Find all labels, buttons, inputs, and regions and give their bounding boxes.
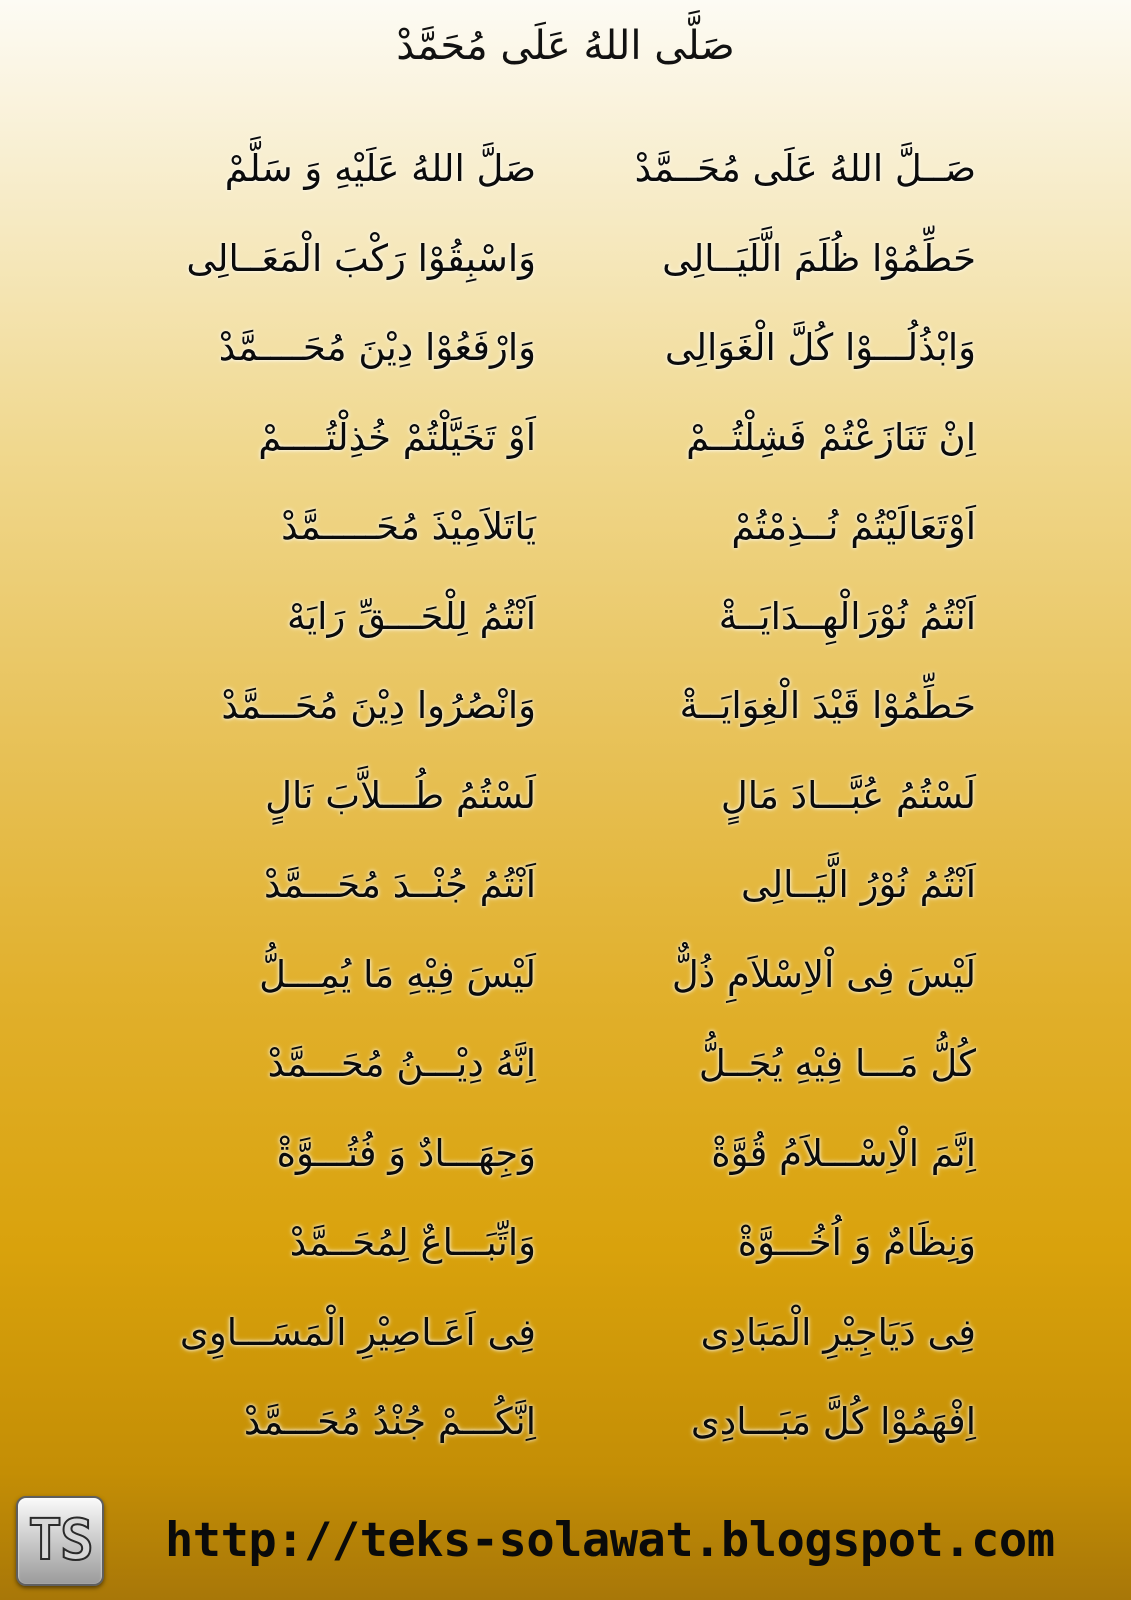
verse-row bbox=[0, 124, 1131, 214]
verse-second-half: وَاسْبِقُوْا رَكْبَ الْمَعَــالِى bbox=[186, 236, 536, 280]
verse-second-half: وَاتِّبَـــاعٌ لِمُحَــمَّدْ bbox=[289, 1221, 536, 1264]
verse-row bbox=[0, 1198, 1131, 1288]
verse-second-half: صَلَّ اللهُ عَلَيْهِ وَ سَلَّمْ bbox=[224, 147, 536, 190]
verse-first-half: لَسْتُمُ عُبَّـــادَ مَالٍ bbox=[720, 773, 976, 817]
verse-first-half: اِنْ تَنَازَعْتُمْ فَشِلْتُــمْ bbox=[686, 415, 976, 459]
verse-first-half: اَوْتَعَالَيْتُمْ نُــذِمْتُمْ bbox=[731, 505, 976, 548]
verse-first-half: صَــلَّ اللهُ عَلَى مُحَــمَّدْ bbox=[634, 147, 976, 190]
ts-logo-icon bbox=[16, 1496, 104, 1586]
verse-row bbox=[0, 303, 1131, 393]
verse-row bbox=[0, 393, 1131, 483]
page-title: صَلَّى اللهُ عَلَى مُحَمَّدْ bbox=[396, 23, 735, 69]
verse-list bbox=[0, 124, 1131, 1467]
verse-second-half: اِنَّهُ دِيْـــنُ مُحَـــمَّدْ bbox=[267, 1042, 536, 1085]
verse-first-half: لَيْسَ فِى اْلاِسْلاَمِ ذُلٌّ bbox=[671, 952, 976, 996]
verse-first-half: وَابْذُلُـــوْا كُلَّ الْغَوَالِى bbox=[664, 326, 976, 369]
verse-second-half: اِنَّكُـــمْ جُنْدُ مُحَـــمَّدْ bbox=[243, 1400, 536, 1443]
verse-second-half: وَارْفَعُوْا دِيْنَ مُحَــــمَّدْ bbox=[218, 326, 536, 369]
verse-second-half: فِى اَعَـاصِيْرِ الْمَسَـــاوِى bbox=[179, 1310, 536, 1354]
verse-second-half: اَنْتُمُ لِلْحَـــقِّ رَايَهْ bbox=[287, 594, 536, 638]
verse-first-half: حَطِّمُوْا قَيْدَ الْغِوَايَــةْ bbox=[679, 684, 976, 727]
verse-second-half: اَنْتُمُ جُنْــدَ مُحَـــمَّدْ bbox=[263, 863, 536, 906]
verse-first-half: فِى دَيَاجِيْرِ الْمَبَادِى bbox=[700, 1310, 976, 1354]
verse-row bbox=[0, 661, 1131, 751]
verse-first-half: اَنْتُمُ نُوْرَالْهِــدَايَــةْ bbox=[718, 594, 976, 638]
verse-row bbox=[0, 751, 1131, 841]
verse-row bbox=[0, 1109, 1131, 1199]
logo-text: TS bbox=[28, 1508, 92, 1573]
footer bbox=[0, 1496, 1131, 1600]
verse-first-half: كُلُّ مَـــا فِيْهِ يُجَــلُّ bbox=[698, 1042, 976, 1085]
verse-first-half: حَطِّمُوْا ظُلَمَ الَّلَيَــالِى bbox=[662, 236, 976, 280]
verse-first-half: وَنِظَامٌ وَ اُخُـــوَّةْ bbox=[737, 1221, 976, 1264]
verse-second-half: لَيْسَ فِيْهِ مَا يُمِـــلُّ bbox=[259, 952, 536, 996]
verse-second-half: وَانْصُرُوا دِيْنَ مُحَـــمَّدْ bbox=[221, 684, 536, 727]
verse-row bbox=[0, 1019, 1131, 1109]
verse-row bbox=[0, 1377, 1131, 1467]
verse-row bbox=[0, 840, 1131, 930]
verse-first-half: اِفْهَمُوْا كُلَّ مَبَـــادِى bbox=[690, 1400, 976, 1443]
verse-row bbox=[0, 214, 1131, 304]
verse-row bbox=[0, 572, 1131, 662]
website-url: http://teks-solawat.blogspot.com bbox=[165, 1513, 1055, 1568]
verse-first-half: اِنَّمَ الْاِسْـــلاَمُ قُوَّةْ bbox=[711, 1131, 976, 1175]
verse-second-half: لَسْتُمُ طُـــلاَّبَ نَالٍ bbox=[265, 773, 536, 817]
verse-second-half: اَوْ تَخَيَّلْتُمْ خُذِلْتُــــمْ bbox=[258, 415, 536, 459]
verse-second-half: يَاتَلاَمِيْذَ مُحَـــــمَّدْ bbox=[281, 505, 536, 548]
verse-second-half: وَجِهَـــادٌ وَ فُتُـــوَّةْ bbox=[276, 1131, 536, 1175]
verse-row bbox=[0, 482, 1131, 572]
verse-first-half: اَنْتُمُ نُوْرُ الَّيَــالِى bbox=[741, 863, 976, 906]
verse-row bbox=[0, 1288, 1131, 1378]
verse-row bbox=[0, 930, 1131, 1020]
